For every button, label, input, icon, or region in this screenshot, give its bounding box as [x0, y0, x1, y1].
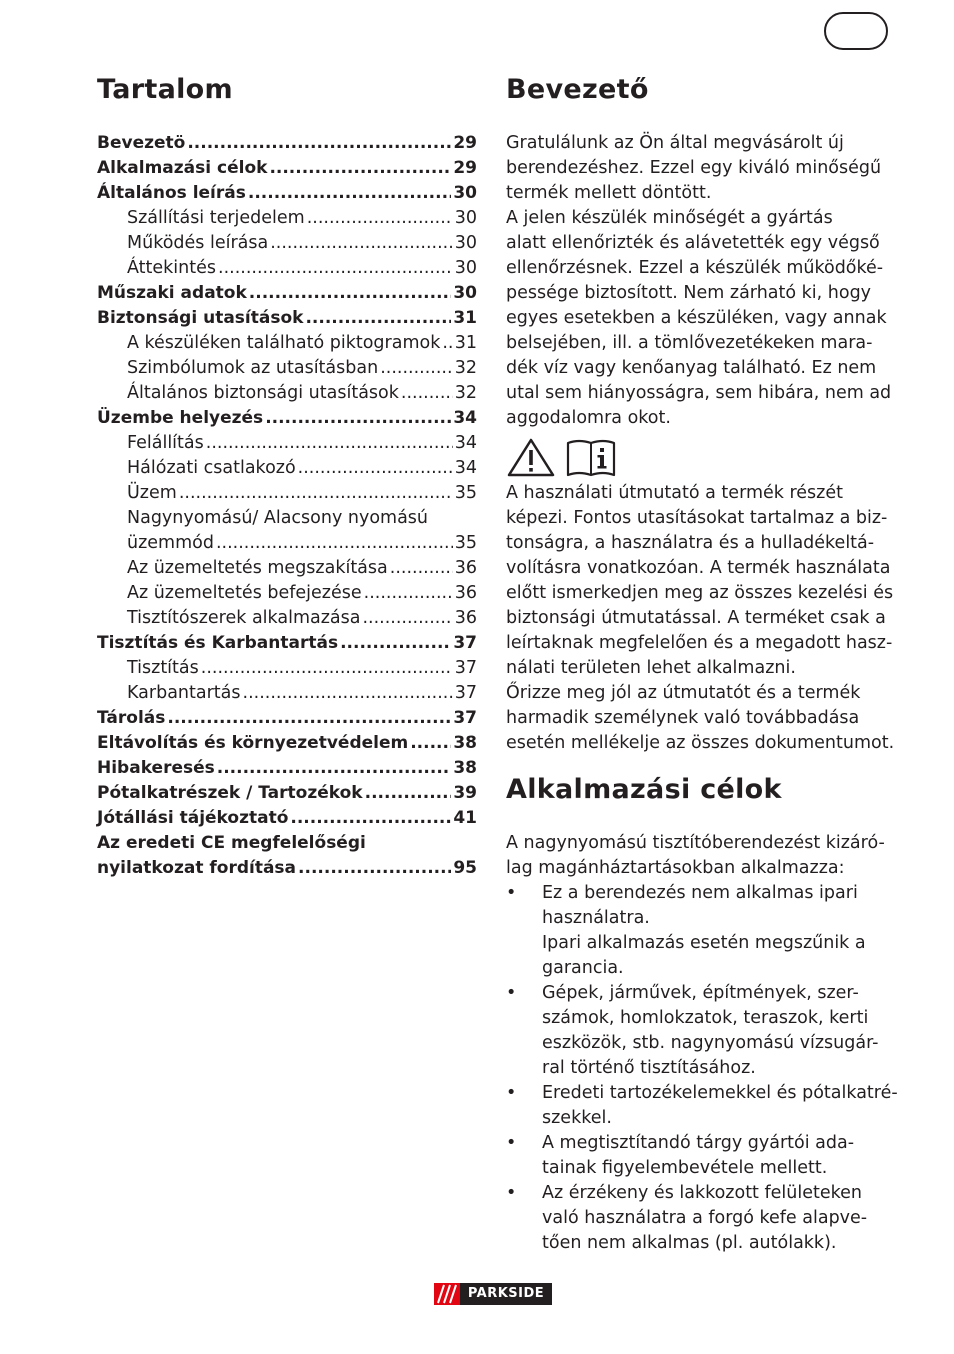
toc-entry	[97, 156, 477, 181]
bullet-mark: •	[506, 1183, 517, 1203]
list-item	[506, 1081, 896, 1131]
toc-entry-page: 31	[454, 333, 477, 353]
intro-paragraph-line: Őrizze meg jól az útmutatót és a termék	[506, 683, 861, 703]
toc-entry	[97, 206, 477, 231]
toc-entry-label: Működés leírása	[127, 233, 269, 253]
intro-paragraph-line: egyes esetekben a készüléken, vagy annak	[506, 308, 887, 328]
toc-entry	[97, 631, 477, 656]
toc-entry-label: üzemmód	[127, 533, 214, 553]
brand-logo	[434, 1283, 552, 1305]
toc-entry-page: 30	[454, 208, 477, 228]
intro-paragraph-line: alatt ellenőrizték és alávetették egy végső	[506, 233, 880, 253]
toc-leader-dots	[218, 256, 453, 281]
toc-entry-label: Karbantartás	[127, 683, 241, 703]
toc-leader-dots	[298, 456, 453, 481]
toc-leader-dots	[248, 181, 451, 206]
intro-paragraph-line: utal sem hiányosságra, sem hibára, nem ad	[506, 383, 892, 403]
intro-paragraph-line: dék víz vagy kenőanyag található. Ez nem	[506, 358, 877, 378]
list-item-line: Az érzékeny és lakkozott felületeken	[542, 1183, 862, 1203]
toc-entry	[97, 481, 477, 506]
list-item-line: tainak figyelembevétele mellett.	[542, 1158, 828, 1178]
toc-entry	[97, 331, 477, 356]
toc-entry	[97, 781, 477, 806]
toc-entry-label: Felállítás	[127, 433, 204, 453]
uses-paragraph-line: A nagynyomású tisztítóberendezést kizáró-	[506, 833, 885, 853]
toc-entry-page: 95	[453, 858, 477, 878]
toc-entry	[97, 556, 477, 581]
list-item-line: Eredeti tartozékelemekkel és pótalkatré-	[542, 1083, 898, 1103]
uses-text	[506, 831, 896, 1256]
toc-entry-label: Biztonsági utasítások	[97, 308, 304, 328]
toc-entry	[97, 706, 477, 731]
toc-leader-dots	[362, 606, 452, 631]
intro-paragraph-line: biztonsági útmutatással. A terméket csak a	[506, 608, 886, 628]
intro-paragraph-line: leírtaknak megfelelően és a megadott hasz-	[506, 633, 893, 653]
toc-entry-label: Pótalkatrészek / Tartozékok	[97, 783, 363, 803]
toc-leader-dots	[340, 631, 451, 656]
toc-entry-page: 30	[453, 283, 477, 303]
toc-entry-page: 41	[453, 808, 477, 828]
toc-entry-page: 38	[453, 758, 477, 778]
toc-entry	[97, 131, 477, 156]
toc-entry-label: Szimbólumok az utasításban	[127, 358, 379, 378]
toc-entry-label: Tisztítás	[127, 658, 199, 678]
intro-paragraph-line: A használati útmutató a termék részét	[506, 483, 843, 503]
toc-entry-label: Az eredeti CE megfelelőségi	[97, 833, 366, 853]
intro-paragraph-line: ellenőrzésnek. Ezzel a készülék működőké-	[506, 258, 884, 278]
toc-entry	[97, 281, 477, 306]
toc-entry-page: 30	[453, 183, 477, 203]
toc-entry-page: 29	[453, 133, 477, 153]
toc-entry-label: Bevezetö	[97, 133, 186, 153]
toc-entry-page: 38	[453, 733, 477, 753]
toc-entry	[97, 256, 477, 281]
toc-leader-dots	[365, 781, 452, 806]
list-item-line: ral történő tisztításához.	[542, 1058, 756, 1078]
toc-entry	[97, 831, 477, 856]
list-item-line: használatra.	[542, 908, 650, 928]
list-item-line: Gépek, járművek, építmények, szer-	[542, 983, 859, 1003]
manual-info-icon	[564, 437, 618, 477]
intro-paragraph-line: A jelen készülék minőségét a gyártás	[506, 208, 833, 228]
toc-leader-dots	[390, 556, 453, 581]
list-item-line: eszközök, stb. nagynyomású vízsugár-	[542, 1033, 879, 1053]
toc-leader-dots	[442, 331, 452, 356]
toc-leader-dots	[401, 381, 453, 406]
toc-entry-page: 37	[454, 683, 477, 703]
toc-leader-dots	[298, 856, 451, 881]
toc-entry-label: Tisztítás és Karbantartás	[97, 633, 339, 653]
toc-entry	[97, 506, 477, 531]
toc-entry-label: Alkalmazási célok	[97, 158, 268, 178]
toc-entry-page: 31	[453, 308, 477, 328]
toc-entry-label: Eltávolítás és környezetvédelem	[97, 733, 409, 753]
toc-entry-page: 36	[454, 558, 477, 578]
toc-entry-label: Tisztítószerek alkalmazása	[127, 608, 361, 628]
uses-intro-lines	[506, 831, 896, 881]
toc-entry-page: 30	[454, 233, 477, 253]
toc-entry-label: Üzem	[127, 483, 177, 503]
toc-entry-page: 39	[453, 783, 477, 803]
intro-paragraph-line: Gratulálunk az Ön által megvásárolt új	[506, 133, 844, 153]
intro-paragraph-line: volításra vonatkozóan. A termék használata	[506, 558, 891, 578]
toc-entry-page: 34	[454, 433, 477, 453]
toc-entry-page: 35	[454, 533, 477, 553]
warning-triangle-icon	[506, 437, 556, 477]
toc-entry	[97, 731, 477, 756]
list-item-line: garancia.	[542, 958, 624, 978]
toc-entry	[97, 356, 477, 381]
intro-paragraph-line: belsejében, ill. a tömlővezetékeken mara-	[506, 333, 873, 353]
toc-entry	[97, 806, 477, 831]
toc-entry	[97, 231, 477, 256]
intro-paragraph-line: előtt ismerkedjen meg az összes kezelési és	[506, 583, 894, 603]
toc-entry	[97, 531, 477, 556]
toc-entry-label: Jótállási tájékoztató	[97, 808, 289, 828]
uses-title: Alkalmazási célok	[506, 774, 782, 805]
intro-paragraph-line: termék mellett döntött.	[506, 183, 712, 203]
toc-entry-label: Hálózati csatlakozó	[127, 458, 296, 478]
list-item-line: A megtisztítandó tárgy gyártói ada-	[542, 1133, 855, 1153]
bullet-mark: •	[506, 1133, 517, 1153]
toc-entry	[97, 406, 477, 431]
intro-paragraph-line: tonságra, a használatra és a hulladékeltá-	[506, 533, 875, 553]
toc-entry-page: 34	[454, 458, 477, 478]
intro-paragraph-line: képezi. Fontos utasításokat tartalmaz a biz-	[506, 508, 888, 528]
list-item-line: szekkel.	[542, 1108, 612, 1128]
toc-leader-dots	[364, 581, 453, 606]
uses-paragraph-line: lag magánháztartásokban alkalmazza:	[506, 858, 845, 878]
logo-stripes	[434, 1283, 460, 1305]
toc-entry	[97, 381, 477, 406]
toc-leader-dots	[201, 656, 453, 681]
toc-leader-dots	[187, 131, 451, 156]
toc-leader-dots	[265, 406, 451, 431]
intro-text-2	[506, 481, 896, 756]
list-item-line: Ipari alkalmazás esetén megszűnik a	[542, 933, 866, 953]
toc-entry	[97, 456, 477, 481]
intro-text	[506, 131, 896, 431]
language-badge	[824, 12, 888, 50]
toc-entry-page: 32	[454, 358, 477, 378]
toc-entry-page: 37	[453, 633, 477, 653]
toc-entry-label: Üzembe helyezés	[97, 408, 264, 428]
toc-leader-dots	[249, 281, 452, 306]
list-item	[506, 981, 896, 1081]
toc-entry	[97, 856, 477, 881]
intro-paragraph-line: esetén mellékelje az összes dokumentumot.	[506, 733, 895, 753]
toc-entry	[97, 756, 477, 781]
toc-leader-dots	[217, 756, 452, 781]
toc-entry	[97, 581, 477, 606]
uses-bullet-list	[506, 881, 896, 1256]
toc-entry-page: 36	[454, 608, 477, 628]
toc-entry-page: 37	[454, 658, 477, 678]
toc-entry-label: Az üzemeltetés megszakítása	[127, 558, 388, 578]
toc-leader-dots	[380, 356, 453, 381]
toc-entry-label: Az üzemeltetés befejezése	[127, 583, 362, 603]
toc-leader-dots	[179, 481, 453, 506]
toc-entry	[97, 306, 477, 331]
intro-icons	[506, 437, 618, 481]
toc-entry-label: Általános biztonsági utasítások	[127, 383, 399, 403]
toc-leader-dots	[307, 206, 453, 231]
toc-entry-label: Szállítási terjedelem	[127, 208, 305, 228]
intro-title: Bevezető	[506, 74, 649, 105]
toc-entry-label: Általános leírás	[97, 183, 246, 203]
toc-title: Tartalom	[97, 74, 233, 105]
toc-leader-dots	[305, 306, 451, 331]
table-of-contents	[97, 131, 477, 881]
toc-leader-dots	[243, 681, 453, 706]
intro-paragraph-line: pessége biztosított. Nem zárható ki, hogy	[506, 283, 872, 303]
list-item	[506, 1131, 896, 1181]
toc-entry-label: Műszaki adatok	[97, 283, 247, 303]
bullet-mark: •	[506, 983, 517, 1003]
toc-entry-page: 34	[453, 408, 477, 428]
toc-entry-label: Nagynyomású/ Alacsony nyomású	[127, 508, 429, 528]
toc-entry-page: 35	[454, 483, 477, 503]
toc-entry-page: 29	[453, 158, 477, 178]
toc-leader-dots	[216, 531, 453, 556]
bullet-mark: •	[506, 1083, 517, 1103]
toc-entry-page: 37	[453, 708, 477, 728]
toc-entry	[97, 606, 477, 631]
toc-entry-page: 32	[454, 383, 477, 403]
toc-entry-page: 36	[454, 583, 477, 603]
toc-entry	[97, 656, 477, 681]
toc-entry	[97, 181, 477, 206]
toc-entry-label: nyilatkozat fordítása	[97, 858, 297, 878]
list-item-line: tően nem alkalmas (pl. autólakk).	[542, 1233, 837, 1253]
toc-entry-page: 30	[454, 258, 477, 278]
intro-paragraph-line: berendezéshez. Ezzel egy kiváló minőségű	[506, 158, 882, 178]
toc-leader-dots	[410, 731, 451, 756]
toc-entry-label: Hibakeresés	[97, 758, 215, 778]
toc-entry-label: A készüléken található piktogramok	[127, 333, 441, 353]
list-item-line: számok, homlokzatok, teraszok, kerti	[542, 1008, 869, 1028]
bullet-mark: •	[506, 883, 517, 903]
brand-name: PARKSIDE	[460, 1283, 552, 1305]
toc-leader-dots	[290, 806, 451, 831]
toc-leader-dots	[270, 231, 453, 256]
toc-leader-dots	[167, 706, 451, 731]
intro-paragraph-line: aggodalomra okot.	[506, 408, 671, 428]
list-item	[506, 1181, 896, 1256]
list-item-line: való használatra a forgó kefe alapve-	[542, 1208, 868, 1228]
toc-entry-label: Áttekintés	[127, 258, 216, 278]
toc-entry	[97, 681, 477, 706]
intro-paragraph-line: nálati területen lehet alkalmazni.	[506, 658, 796, 678]
toc-leader-dots	[269, 156, 451, 181]
intro-paragraph-line: harmadik személynek való továbbadása	[506, 708, 860, 728]
list-item	[506, 881, 896, 981]
list-item-line: Ez a berendezés nem alkalmas ipari	[542, 883, 858, 903]
toc-entry-label: Tárolás	[97, 708, 166, 728]
toc-entry	[97, 431, 477, 456]
toc-leader-dots	[206, 431, 453, 456]
